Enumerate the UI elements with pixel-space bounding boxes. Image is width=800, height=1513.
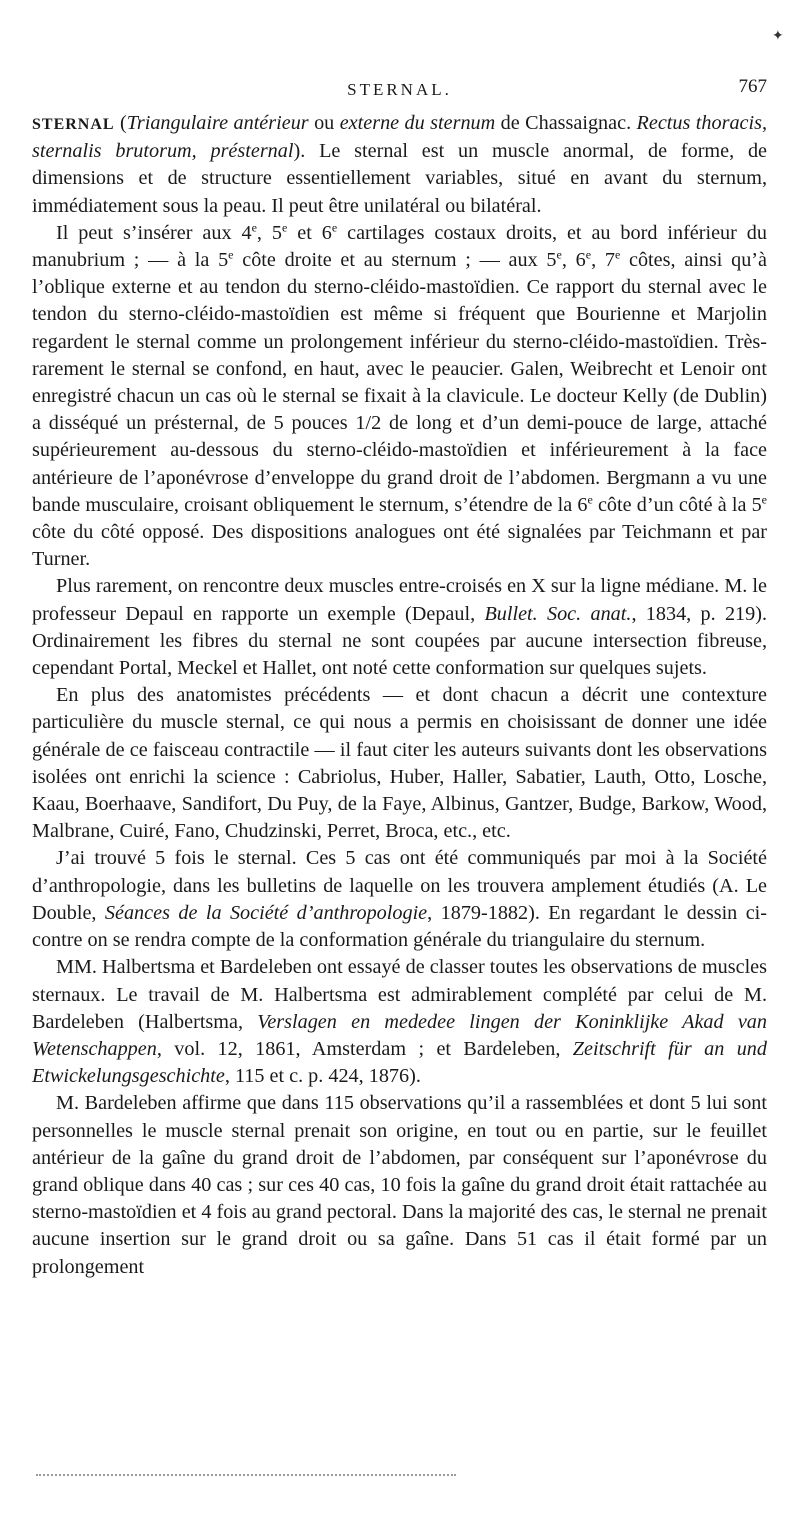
text-run: M. Bardeleben affirme que dans 115 observations qu’il a rassemblées et dont 5 lui sont personnelles le muscle sternal prenait son origine, en tout ou en partie, sur le feuillet antérieur de la gaîne du grand droit de l’abdomen, par conséquent sur l’aponévrose du grand oblique dans 40 cas ; sur ces 40 cas, 10 fois la gaîne du grand droit était rattachée au sterno-mastoïdien et 4 fois au grand pectoral. Dans la majorité des cas, le sternal ne prenait aucune insertion sur le grand droit ou sa gaîne. Dans 51 cas il était formé par un prolongement — [32, 1092, 767, 1278]
paragraph — [32, 845, 767, 954]
paragraph — [32, 573, 767, 682]
text-run: ). Le sternal est un muscle anormal, de forme, de dimensions et de structure essentiellement variables, situé en avant du sternum, immédiatement sous la peau. Il peut être unilatéral ou bilatéral. — [32, 140, 767, 217]
text-run: Il peut s’insérer aux 4 — [56, 221, 252, 244]
superscript: e — [587, 492, 593, 507]
text-run: et 6 — [287, 221, 332, 244]
italic-run: externe du sternum — [339, 112, 496, 134]
text-run: côte droite et au sternum ; — aux 5 — [233, 249, 557, 272]
footer-artifact — [36, 1474, 456, 1480]
text-run: , vol. 12, 1861, Amsterdam ; et Bardeleben, — [156, 1037, 573, 1060]
paragraph — [32, 1090, 767, 1280]
text-run: cartilages costaux droits, et au bord inférieur du manubrium ; — à la 5 — [32, 221, 767, 272]
superscript: e — [556, 247, 562, 262]
text-run: ou — [308, 112, 340, 134]
text-run: côte du côté opposé. Des dispositions analogues ont été signalées par Teichmann et par Turner. — [32, 521, 767, 571]
italic-run: Séances de la Société d’anthropologie — [104, 901, 428, 924]
superscript: e — [761, 492, 767, 507]
headword: STERNAL — [32, 116, 115, 133]
corner-mark: ✦ — [772, 29, 784, 44]
text-run: MM. Halbertsma et Bardeleben ont essayé de classer toutes les observations de muscles sternaux. Le travail de M. Halbertsma est admirablement complété par celui de M. Bardeleben (Halbertsma, — [32, 956, 767, 1033]
running-head: STERNAL. — [347, 80, 452, 99]
text-run: , 1834, p. 219). Ordinairement les fibres du sternal ne sont coupées par aucune intersection fibreuse, cependant Portal, Meckel et Hallet, ont noté cette conformation sur quelques sujets. — [32, 602, 767, 680]
body-text — [32, 110, 767, 1281]
text-run: côte d’un côté à la 5 — [592, 493, 762, 516]
text-run: , 115 et c. p. 424, 1876). — [224, 1065, 421, 1088]
italic-run: Zeitschrift für an und Etwickelungsgeschichte — [32, 1037, 767, 1088]
page-header — [32, 76, 767, 110]
text-run: J’ai trouvé 5 fois le sternal. Ces 5 cas ont été communiqués par moi à la Société d’anthropologie, dans les bulletins de laquelle on les trouvera amplement étudiés (A. Le Double, — [32, 847, 767, 924]
paragraph — [32, 220, 767, 574]
superscript: e — [585, 247, 592, 262]
text-run: Plus rarement, on rencontre deux muscles entre-croisés en X sur la ligne médiane. M. le professeur Depaul en rapporte un exemple (Depaul, — [32, 575, 767, 625]
text-run: ( — [114, 112, 127, 134]
text-run: de Chassaignac. — [495, 112, 637, 134]
superscript: e — [281, 220, 288, 235]
text-run: , 5 — [256, 221, 282, 244]
italic-run: Bullet. Soc. anat. — [484, 602, 632, 625]
paragraph — [32, 110, 767, 220]
text-run: , 7 — [591, 249, 615, 272]
superscript: e — [251, 220, 257, 235]
superscript: e — [228, 247, 234, 262]
text-run: , 6 — [561, 249, 586, 272]
italic-run: Rectus thoracis, sternalis brutorum, présternal — [32, 112, 768, 163]
page-number: 767 — [738, 76, 767, 97]
text-run: côtes, ainsi qu’à l’oblique externe et au tendon du sterno-cléido-mastoïdien. Ce rapport du sternal avec le tendon du sterno-cléido-mastoïdien est même si fréquent que Bourienne et Marjolin regardent le sternal comme un prolongement inférieur du sterno-cléido-mastoïdien. Très-rarement le sternal se confond, en haut, avec le peaucier. Galen, Weibrecht et Lenoir ont enregistré chacun un cas où le sternal se fixait à la clavicule. Le docteur Kelly (de Dublin) a disséqué un présternal, de 5 pouces 1/2 de long et d’un demi-pouce de large, attaché supérieurement au-dessous du sterno-cléido-mastoïdien et inférieurement à la face antérieure de l’aponévrose d’enveloppe du grand droit de l’abdomen. Bergmann a vu une bande musculaire, croisant obliquement le sternum, s’étendre de la 6 — [32, 249, 767, 516]
text-run: , 1879-1882). En regardant le dessin ci-contre on se rendra compte de la conformation générale du triangulaire du sternum. — [32, 901, 767, 952]
superscript: e — [614, 247, 621, 262]
superscript: e — [331, 220, 338, 235]
paragraph — [32, 954, 767, 1090]
paragraph — [32, 682, 767, 845]
text-run: En plus des anatomistes précédents — et dont chacun a décrit une contexture particulière du muscle sternal, ce qui nous a permis en choisissant de donner une idée générale de ce faisceau contractile — il faut citer les auteurs suivants dont les observations isolées ont enrichi la science : Cabriolus, Huber, Haller, Sabatier, Lauth, Otto, Losche, Kaau, Boerhaave, Sandifort, Du Puy, de la Faye, Albinus, Gantzer, Budge, Barkow, Wood, Malbrane, Cuiré, Fano, Chudzinski, Perret, Broca, etc., etc. — [32, 684, 767, 843]
italic-run: Triangulaire antérieur — [126, 112, 309, 134]
italic-run: Verslagen en mededee lingen der Koninklijke Akad van Wetenschappen — [32, 1010, 767, 1060]
